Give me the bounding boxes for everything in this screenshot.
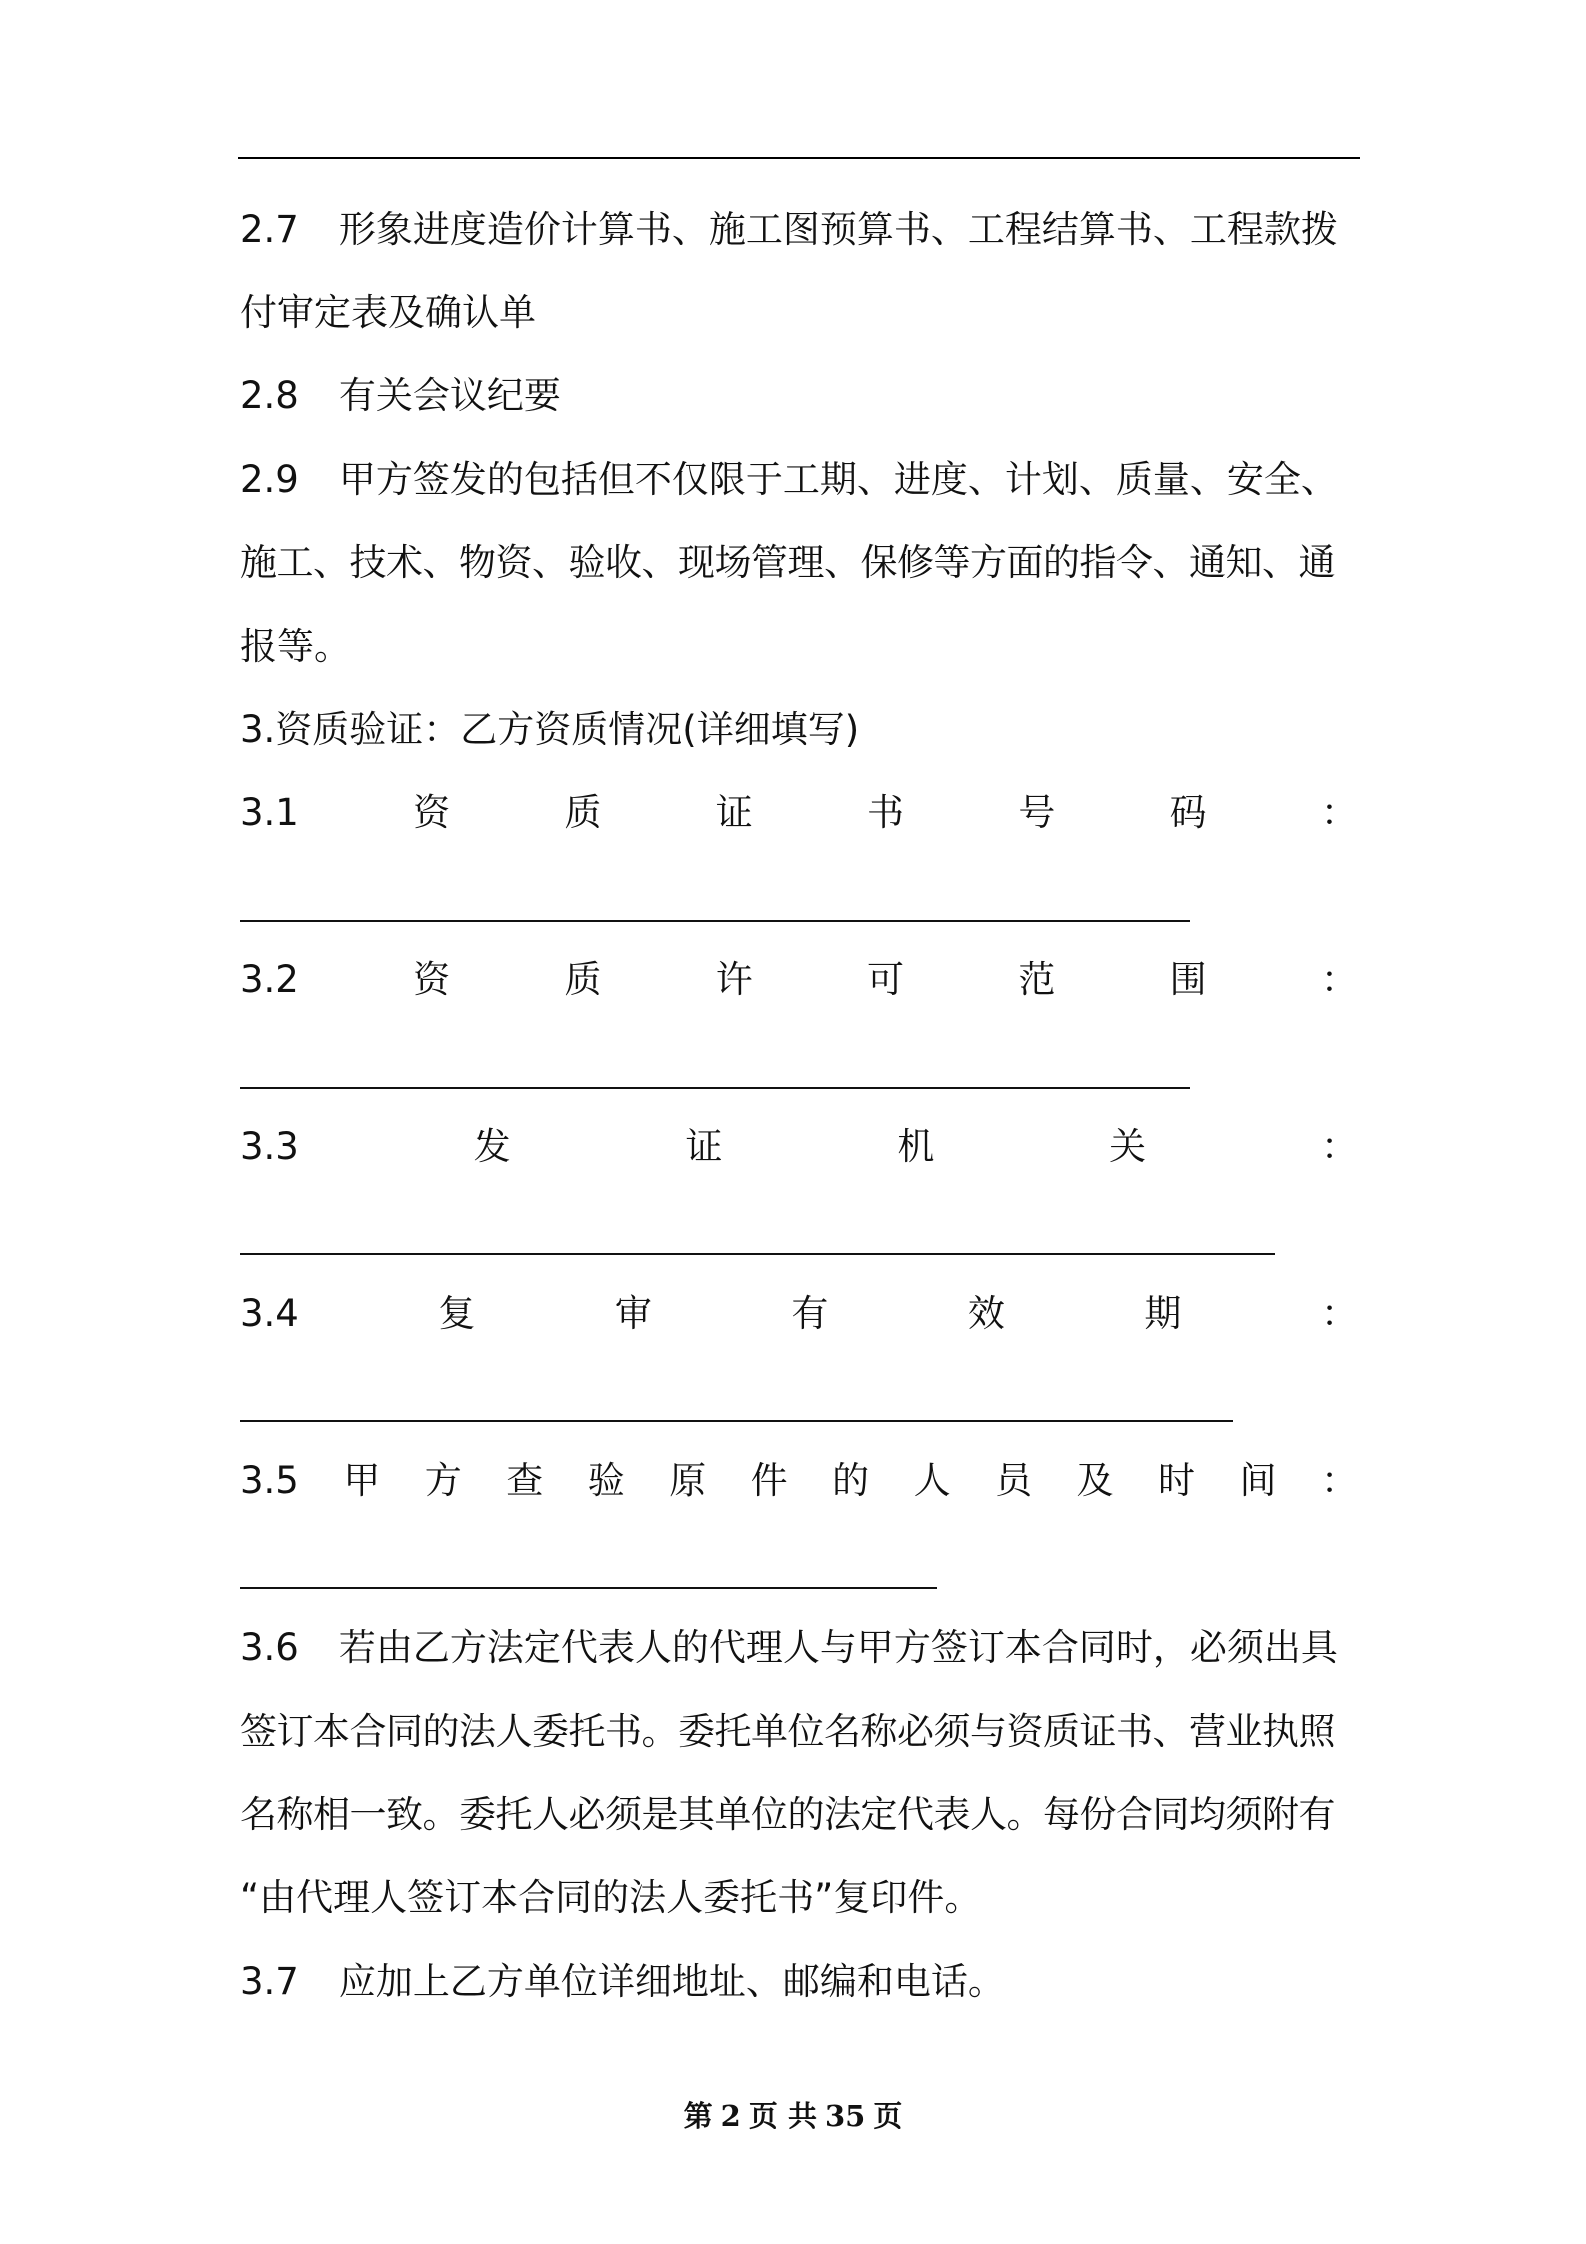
field-char: 甲 <box>343 1459 381 1502</box>
footer-prefix: 第 <box>683 2099 713 2133</box>
field-char: 时 <box>1158 1459 1195 1502</box>
field-colon: ： <box>1320 958 1358 1001</box>
field-char: 发 <box>473 1125 511 1168</box>
field-3-1-label <box>240 783 1358 843</box>
field-char: 范 <box>1018 958 1056 1001</box>
item-3-7-text: 应加上乙方单位详细地址、邮编和电话。 <box>338 1960 1005 2003</box>
field-char: 员 <box>995 1459 1033 1502</box>
field-char: 间 <box>1239 1459 1277 1502</box>
field-colon: ： <box>1320 1125 1358 1168</box>
field-3-2-label <box>240 950 1358 1010</box>
field-char: 关 <box>1109 1125 1147 1168</box>
item-number: 3.7 <box>240 1960 299 2003</box>
page-footer <box>0 2096 1586 2136</box>
field-char: 证 <box>715 791 753 834</box>
header-rule <box>238 157 1360 159</box>
item-3-6-line1 <box>240 1618 1358 1678</box>
item-number: 2.7 <box>240 208 299 251</box>
item-3-6-line3: 名称相一致。委托人必须是其单位的法定代表人。每份合同均须附有 <box>240 1793 1335 1836</box>
field-char: 机 <box>897 1125 935 1168</box>
field-number: 3.3 <box>240 1125 299 1168</box>
item-number: 3.6 <box>240 1626 299 1669</box>
field-3-5-label <box>240 1451 1358 1511</box>
field-char: 原 <box>669 1459 707 1502</box>
field-char: 质 <box>564 958 602 1001</box>
item-3-6-line4: “由代理人签订本合同的法人委托书”复印件。 <box>240 1876 982 1919</box>
field-char: 验 <box>587 1459 625 1502</box>
item-3-7 <box>240 1952 1358 2012</box>
field-char: 期 <box>1144 1292 1182 1335</box>
field-char: 及 <box>1076 1459 1114 1502</box>
field-char: 有 <box>791 1292 829 1335</box>
field-char: 证 <box>685 1125 723 1168</box>
item-2-7-text-1: 形象进度造价计算书、施工图预算书、工程结算书、工程款拨 <box>338 208 1338 251</box>
field-colon: ： <box>1320 1459 1358 1502</box>
item-2-9-text-1: 甲方签发的包括但不仅限于工期、进度、计划、质量、安全、 <box>338 458 1338 501</box>
field-char: 码 <box>1169 791 1207 834</box>
field-3-4-label <box>240 1284 1358 1344</box>
field-3-5-blank[interactable] <box>240 1587 937 1589</box>
field-3-3-label <box>240 1117 1358 1177</box>
field-number: 3.4 <box>240 1292 299 1335</box>
field-char: 资 <box>413 791 451 834</box>
field-char: 书 <box>867 791 905 834</box>
footer-mid: 页 共 <box>748 2099 817 2133</box>
footer-total-pages: 35 <box>824 2099 866 2133</box>
item-2-7-text <box>339 200 1358 260</box>
item-2-8-text: 有关会议纪要 <box>338 374 561 417</box>
field-3-4-blank[interactable] <box>240 1420 1233 1422</box>
item-3-6-line2: 签订本合同的法人委托书。委托单位名称必须与资质证书、营业执照 <box>240 1710 1335 1753</box>
field-char: 方 <box>424 1459 462 1502</box>
field-3-1-blank[interactable] <box>240 920 1190 922</box>
item-2-7-line2: 付审定表及确认单 <box>240 291 536 334</box>
field-char: 人 <box>913 1459 951 1502</box>
field-char: 的 <box>832 1459 870 1502</box>
field-3-2-blank[interactable] <box>240 1087 1190 1089</box>
field-char: 件 <box>750 1459 788 1502</box>
field-char: 许 <box>715 958 753 1001</box>
section-3-heading: 3.资质验证：乙方资质情况(详细填写) <box>240 708 860 751</box>
field-char: 复 <box>438 1292 476 1335</box>
item-number: 2.9 <box>240 458 299 501</box>
field-char: 围 <box>1169 958 1207 1001</box>
item-2-7-line1 <box>240 200 1358 260</box>
item-3-6-text-1: 若由乙方法定代表人的代理人与甲方签订本合同时，必须出具 <box>338 1626 1338 1669</box>
item-2-8 <box>240 366 1358 426</box>
field-char: 号 <box>1018 791 1056 834</box>
field-number: 3.5 <box>240 1459 299 1502</box>
item-2-9-line2: 施工、技术、物资、验收、现场管理、保修等方面的指令、通知、通 <box>240 541 1335 584</box>
field-colon: ： <box>1320 791 1358 834</box>
field-number: 3.2 <box>240 958 299 1001</box>
field-char: 资 <box>413 958 451 1001</box>
field-number: 3.1 <box>240 791 299 834</box>
field-char: 质 <box>564 791 602 834</box>
field-char: 查 <box>506 1459 544 1502</box>
field-3-3-blank[interactable] <box>240 1253 1275 1255</box>
item-2-9-line1 <box>240 450 1358 510</box>
field-char: 可 <box>867 958 905 1001</box>
field-colon: ： <box>1320 1292 1358 1335</box>
footer-page-number: 2 <box>720 2099 741 2133</box>
field-char: 审 <box>614 1292 652 1335</box>
item-2-9-line3: 报等。 <box>240 625 351 668</box>
field-char: 效 <box>967 1292 1005 1335</box>
footer-suffix: 页 <box>873 2099 903 2133</box>
item-number: 2.8 <box>240 374 299 417</box>
